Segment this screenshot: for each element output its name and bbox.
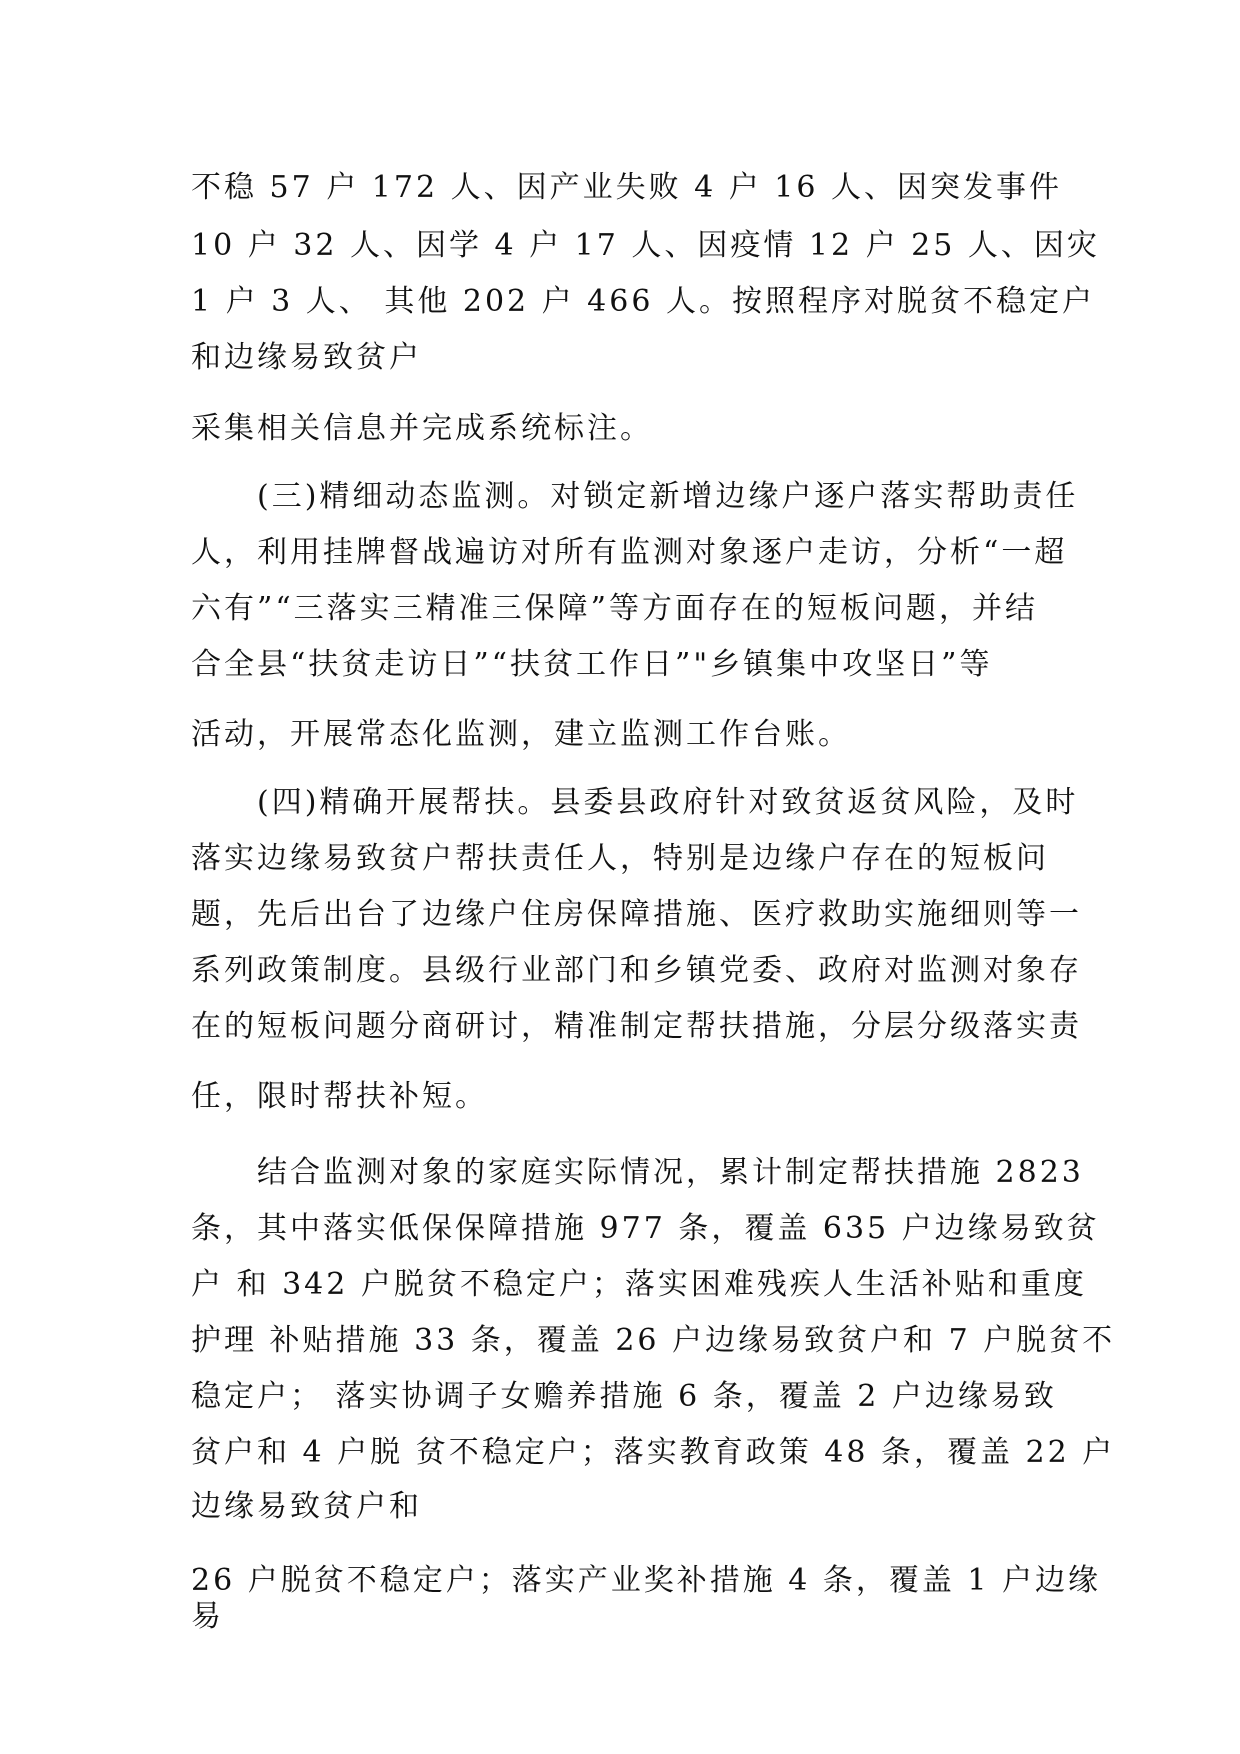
section-three-heading-line: (三)精细动态监测。对锁定新增边缘户逐户落实帮助责任 xyxy=(257,479,1079,514)
text-line-25: 易 xyxy=(191,1599,224,1634)
text-line-24: 26 户脱贫不稳定户；落实产业奖补措施 4 条，覆盖 1 户边缘 xyxy=(191,1563,1102,1598)
text-line-4: 和边缘易致贫户 xyxy=(191,340,422,375)
text-line-7: 人，利用挂牌督战遍访对所有监测对象逐户走访，分析“一超 xyxy=(191,535,1068,570)
text-line-19: 户 和 342 户脱贫不稳定户；落实困难残疾人生活补贴和重度 xyxy=(191,1267,1087,1302)
text-line-3: 1 户 3 人、 其他 202 户 466 人。按照程序对脱贫不稳定户 xyxy=(191,284,1095,319)
section-four-heading-line: (四)精确开展帮扶。县委县政府针对致贫返贫风险，及时 xyxy=(257,785,1079,820)
text-line-15: 在的短板问题分商研讨，精准制定帮扶措施，分层分级落实责 xyxy=(191,1009,1082,1044)
text-line-22: 贫户和 4 户脱 贫不稳定户；落实教育政策 48 条，覆盖 22 户 xyxy=(191,1435,1116,1470)
text-line-16: 任，限时帮扶补短。 xyxy=(191,1079,488,1114)
paragraph-measures-line: 结合监测对象的家庭实际情况，累计制定帮扶措施 2823 xyxy=(257,1155,1084,1190)
text-line-8: 六有”“三落实三精准三保障”等方面存在的短板问题，并结 xyxy=(191,591,1039,626)
text-line-21: 稳定户； 落实协调子女赡养措施 6 条，覆盖 2 户边缘易致 xyxy=(191,1379,1057,1414)
text-line-14: 系列政策制度。县级行业部门和乡镇党委、政府对监测对象存 xyxy=(191,953,1082,988)
text-line-13: 题，先后出台了边缘户住房保障措施、医疗救助实施细则等一 xyxy=(191,897,1082,932)
text-line-20: 护理 补贴措施 33 条，覆盖 26 户边缘易致贫户和 7 户脱贫不 xyxy=(191,1323,1116,1358)
text-line-12: 落实边缘易致贫户帮扶责任人，特别是边缘户存在的短板问 xyxy=(191,841,1049,876)
text-line-5: 采集相关信息并完成系统标注。 xyxy=(191,411,653,446)
text-line-23: 边缘易致贫户和 xyxy=(191,1489,422,1524)
text-line-18: 条，其中落实低保保障措施 977 条，覆盖 635 户边缘易致贫 xyxy=(191,1211,1100,1246)
text-line-1: 不稳 57 户 172 人、因产业失败 4 户 16 人、因突发事件 xyxy=(191,170,1062,205)
text-line-10: 活动，开展常态化监测，建立监测工作台账。 xyxy=(191,717,851,752)
text-line-2: 10 户 32 人、因学 4 户 17 人、因疫情 12 户 25 人、因灾 xyxy=(191,228,1100,263)
text-line-9: 合全县“扶贫走访日”“扶贫工作日”"乡镇集中攻坚日”等 xyxy=(191,647,993,682)
